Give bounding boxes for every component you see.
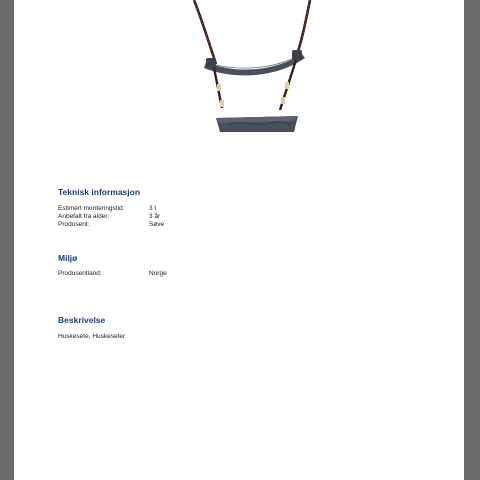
swing-seat-product-image (184, 0, 324, 140)
spec-value: 3 år (149, 213, 161, 220)
description-heading: Beskrivelse (58, 315, 106, 325)
spec-row-manufacturer (58, 221, 258, 230)
document-page (14, 0, 464, 480)
spec-value: 3 t (149, 205, 157, 212)
spec-label: Produsentland: (58, 270, 102, 277)
spec-label: Estimert monteringstid: (58, 205, 125, 212)
environment-heading: Miljø (58, 253, 78, 263)
spec-label: Produsent: (58, 221, 90, 228)
spec-value: Søve (149, 221, 165, 228)
spec-label: Anbefalt fra alder: (58, 213, 110, 220)
technical-info-heading: Teknisk informasjon (58, 187, 141, 197)
spec-row-country (58, 270, 258, 279)
description-text: Huskesete, Huskeseter (58, 333, 126, 340)
spec-value: Norge (149, 270, 167, 277)
